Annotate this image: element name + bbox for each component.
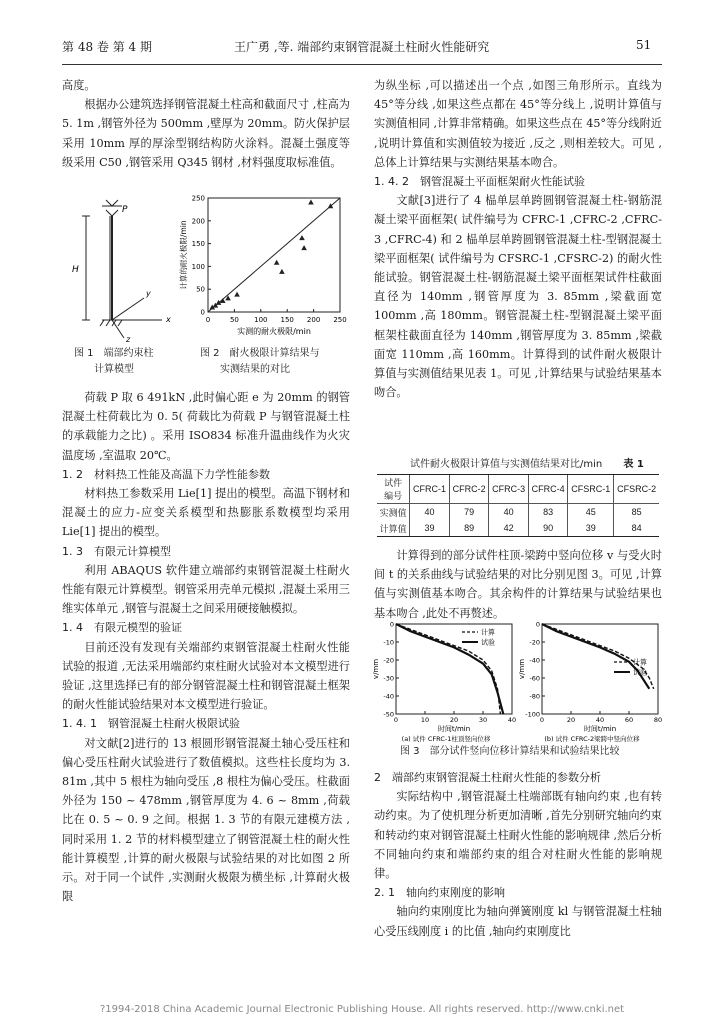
legend-label: 计算 [481, 628, 495, 637]
reference-line-45 [208, 198, 340, 312]
data-point [301, 245, 307, 250]
left-column-top [62, 76, 350, 172]
y-tick-label: 50 [196, 285, 205, 294]
section-heading-1-4: 1. 4 有限元模型的验证 [62, 621, 182, 635]
paragraph: 文献[3]进行了 4 榀单层单跨圆钢管混凝土柱-钢筋混凝土梁平面框架( 试件编号为 CFRC-1 ,CFRC-2 ,CFRC-3 ,CFRC-4) 和 2 榀单层单跨圆钢管混凝土柱-型钢混凝土梁平面框架( 试件编号为 CFSRC-1 ,CFSRC-2) 的耐火性能试验。钢管混凝土柱-钢筋混凝土梁平面框架试件柱截面直径为 140mm ,钢管厚度为 3. 85mm ,梁截面宽 100mm ,高 180mm。钢管混凝土柱-型钢混凝土梁平面框架柱截面直径为 140mm ,钢管厚度为 3. 85mm ,梁截面宽 110mm ,高 160mm。计算得到的试件耐火极限计算值与实测值结果见表 1。可见 ,计算结果与试验结果基本吻合。 [374, 194, 662, 400]
paragraph: 计算得到的部分试件柱顶-梁跨中竖向位移 v 与受火时间 t 的关系曲线与试验结果的对比分别见图 3。可见 ,计算值与实测值基本吻合。其余构件的计算结果与试验结果也基本吻合 ,此处不再赘述。 [374, 549, 662, 620]
journal-issue: 第 48 卷 第 4 期 [62, 40, 152, 54]
section-heading-1-2: 1. 2 材料热工性能及高温下力学性能参数 [62, 467, 270, 481]
legend-label: 试验 [481, 638, 495, 647]
section-heading-1-4-2: 1. 4. 2 钢管混凝土平面框架耐火性能试验 [374, 175, 585, 189]
table-cell: 39 [410, 520, 450, 537]
y-axis-label: 计算的耐火极限/min [179, 220, 188, 290]
table-row [377, 504, 659, 521]
table-cell: 90 [528, 520, 568, 537]
y-tick-label: 0 [535, 620, 540, 629]
x-tick-label: 30 [478, 716, 488, 724]
paragraph: 对文献[2]进行的 13 根圆形钢管混凝土轴心受压柱和偏心受压柱耐火试验进行了数值模拟。这些柱长度均为 3. 81m ,其中 5 根柱为轴向受压 ,8 根柱为偏心受压。柱截面外径为 150 ~ 478mm ,钢管厚度为 4. 6 ~ 8mm ,荷载比在 0. 5 ~ 0. 9 之间。根据 1. 3 节的有限元建模方法 ,同时采用 1. 2 节的材料模型建立了钢管混凝土柱的耐火性能计算模型 ,计算的耐火极限与试验结果的对比如图 2 所示。对于同一个试件 ,实测耐火极限为横坐标 ,计算耐火极限 [62, 736, 350, 904]
right-column-bottom [374, 768, 662, 941]
data-point [234, 292, 240, 297]
paragraph: 高度。 [62, 79, 96, 92]
y-axis-label: v/mm [518, 658, 526, 680]
x-tick-label: 10 [420, 716, 430, 724]
table-header-cell: CFSRC-1 [568, 475, 614, 504]
figure-3-caption: 图 3 部分试件竖向位移计算结果和试验结果比较 [400, 746, 620, 757]
x-tick-label: 40 [595, 716, 605, 724]
series-line-computed [396, 624, 500, 714]
data-point [299, 235, 305, 240]
fig1-label-h: H [72, 265, 79, 275]
x-tick-label: 60 [624, 716, 634, 724]
y-tick-label: -100 [525, 710, 540, 719]
data-point [274, 260, 280, 265]
data-point [279, 269, 285, 274]
x-tick-label: 0 [393, 716, 399, 724]
x-tick-label: 0 [205, 316, 211, 324]
table-cell: 45 [568, 504, 614, 521]
fig1-label-x: x [166, 315, 171, 324]
legend-label: 计算 [633, 658, 647, 667]
fig1-label-y: y [146, 289, 151, 298]
figure-3a-line-chart [370, 620, 520, 744]
section-heading-2: 2 端部约束钢管混凝土柱耐火性能的参数分析 [374, 771, 601, 784]
table-1 [377, 474, 659, 537]
table-header-cell: CFRC-2 [449, 475, 489, 504]
y-tick-label: -60 [529, 674, 540, 683]
y-tick-label: 250 [191, 194, 205, 203]
y-tick-label: -10 [383, 638, 394, 647]
subfigure-caption: (b) 试件 CFRC-2梁跨中竖向位移 [544, 735, 640, 743]
paragraph: 荷载 P 取 6 491kN ,此时偏心距 e 为 20mm 的钢管混凝土柱荷载比为 0. 5( 荷载比为荷载 P 与钢管混凝土柱的承载能力之比) 。采用 ISO834 标准升温曲线作为火灾温度场 ,室温取 20℃。 [62, 391, 350, 462]
table-cell: 实测值 [379, 507, 407, 518]
table-header-cell: CFSRC-2 [614, 475, 659, 504]
table-cell: 42 [489, 520, 529, 537]
paragraph: 材料热工参数采用 Lie[1] 提出的模型。高温下钢材和混凝土的应力-应变关系模型和热膨胀系数模型均采用 Lie[1] 提出的模型。 [62, 487, 350, 539]
running-title: 王广勇 ,等. 端部约束钢管混凝土柱耐火性能研究 [234, 40, 490, 54]
page-number: 51 [636, 38, 652, 52]
y-tick-label: 100 [191, 262, 205, 271]
x-tick-label: 250 [333, 316, 347, 324]
footer-copyright: ?1994-2018 China Academic Journal Electronic Publishing House. All rights reserved. http://www.cnki.net [99, 1004, 625, 1015]
figure-3b-line-chart [516, 620, 666, 744]
figure-2-scatter-chart [176, 192, 356, 342]
table-header-cell: 试件 编号 [377, 475, 410, 504]
table-header-cell: CFRC-4 [528, 475, 568, 504]
table-cell: 79 [449, 504, 489, 521]
table-cell: 计算值 [377, 520, 410, 537]
paragraph: 实际结构中 ,钢管混凝土柱端部既有轴向约束 ,也有转动约束。为了使机理分析更加清晰 ,首先分别研究轴向约束和转动约束对钢管混凝土柱耐火性能的影响规律 ,然后分析不同轴向约束和端部约束的组合对柱耐火性能的影响规律。 [374, 790, 662, 881]
series-line-test [396, 624, 503, 714]
table-header-row [377, 475, 659, 504]
table-cell: 89 [449, 520, 489, 537]
x-tick-label: 200 [306, 316, 321, 324]
y-tick-label: -30 [383, 674, 394, 683]
x-tick-label: 20 [566, 716, 576, 724]
table-header-cell: CFRC-3 [489, 475, 529, 504]
table-cell: 39 [568, 520, 614, 537]
series-line-computed [542, 624, 654, 689]
paragraph: 目前还没有发现有关端部约束钢管混凝土柱耐火性能试验的报道 ,无法采用端部约束柱耐火试验对本文模型进行验证 ,这里选择已有的部分钢管混凝土柱和钢管混凝土框架的耐火性能试验结果对本文模型进行验证。 [62, 640, 350, 712]
y-tick-label: -40 [529, 656, 540, 665]
legend-label: 试验 [633, 668, 647, 677]
y-tick-label: 150 [191, 240, 205, 249]
paragraph: 为纵坐标 ,可以描述出一个点 ,如图三角形所示。直线为 45°等分线 ,如果这些点都在 45°等分线上 ,说明计算值与实测值相同 ,计算非常精确。如果这些点在 45°等分线附近 ,说明计算值和实测值较为接近 ,反之 ,则相差较大。可见 ,总体上计算结果与实测结果基本吻合。 [374, 79, 662, 169]
x-tick-label: 150 [280, 316, 294, 324]
section-heading-1-3: 1. 3 有限元计算模型 [62, 544, 171, 558]
y-tick-label: 0 [200, 308, 205, 317]
x-axis-label: 实测的耐火极限/min [237, 327, 311, 336]
y-tick-label: -20 [383, 656, 394, 665]
y-tick-label: -40 [383, 692, 394, 701]
figure-2-caption: 图 2 耐火极限计算结果与 实测结果的对比 [200, 348, 320, 375]
table-cell: 40 [489, 504, 529, 521]
x-axis-label: 时间t/min [437, 725, 471, 733]
x-tick-label: 80 [653, 716, 663, 724]
paragraph: 根据办公建筑选择钢管混凝土柱高和截面尺寸 ,柱高为 5. 1m ,钢管外径为 500mm ,壁厚为 20mm。防火保护层采用 10mm 厚的厚涂型钢结构防火涂料。混凝土强度等级采用 C50 ,钢管采用 Q345 钢材 ,材料强度取标准值。 [62, 98, 350, 169]
y-tick-label: -80 [529, 692, 540, 701]
table-row [377, 520, 659, 537]
series-line-test [542, 624, 649, 689]
y-axis-label: v/mm [372, 658, 380, 680]
table-cell: 84 [614, 520, 659, 537]
table-1-caption: 试件耐火极限计算值与实测值结果对比/min 表 1 [410, 459, 644, 470]
fig1-label-p: P [122, 205, 128, 215]
x-axis-label: 时间t/min [583, 725, 617, 733]
figure-1-caption: 图 1 端部约束柱 计算模型 [74, 348, 154, 375]
section-heading-2-1: 2. 1 轴向约束刚度的影响 [374, 886, 505, 900]
x-tick-label: 40 [507, 716, 517, 724]
x-tick-label: 20 [449, 716, 459, 724]
y-tick-label: -50 [383, 710, 394, 719]
table-cell: 85 [614, 504, 659, 521]
table-cell: 40 [410, 504, 450, 521]
fig1-label-z: z [126, 335, 131, 344]
paragraph: 利用 ABAQUS 软件建立端部约束钢管混凝土柱耐火性能有限元计算模型。钢管采用壳单元模拟 ,混凝土采用三维实体单元 ,钢管与混凝土之间采用硬接触模拟。 [62, 563, 350, 616]
y-tick-label: 0 [389, 620, 394, 629]
right-column-middle [374, 546, 662, 623]
x-tick-label: 50 [229, 316, 239, 324]
figure-1-column-model [62, 198, 192, 346]
y-tick-label: -20 [529, 638, 540, 647]
subfigure-caption: (a) 试件 CFRC-1柱顶竖向位移 [401, 735, 491, 743]
table-cell: 83 [528, 504, 568, 521]
left-column-bottom [62, 388, 350, 906]
section-heading-1-4-1: 1. 4. 1 钢管混凝土柱耐火极限试验 [62, 717, 240, 731]
x-tick-label: 0 [539, 716, 545, 724]
y-tick-label: 200 [191, 217, 205, 226]
paragraph: 轴向约束刚度比为轴向弹簧刚度 kl 与钢管混凝土柱轴心受压线刚度 i 的比值 ,轴向约束刚度比 [374, 905, 662, 938]
table-header-cell: CFRC-1 [410, 475, 450, 504]
plot-frame [396, 624, 512, 714]
x-tick-label: 100 [254, 316, 268, 324]
right-column-top [374, 76, 662, 402]
header-rule [62, 64, 662, 65]
data-point [308, 200, 314, 205]
